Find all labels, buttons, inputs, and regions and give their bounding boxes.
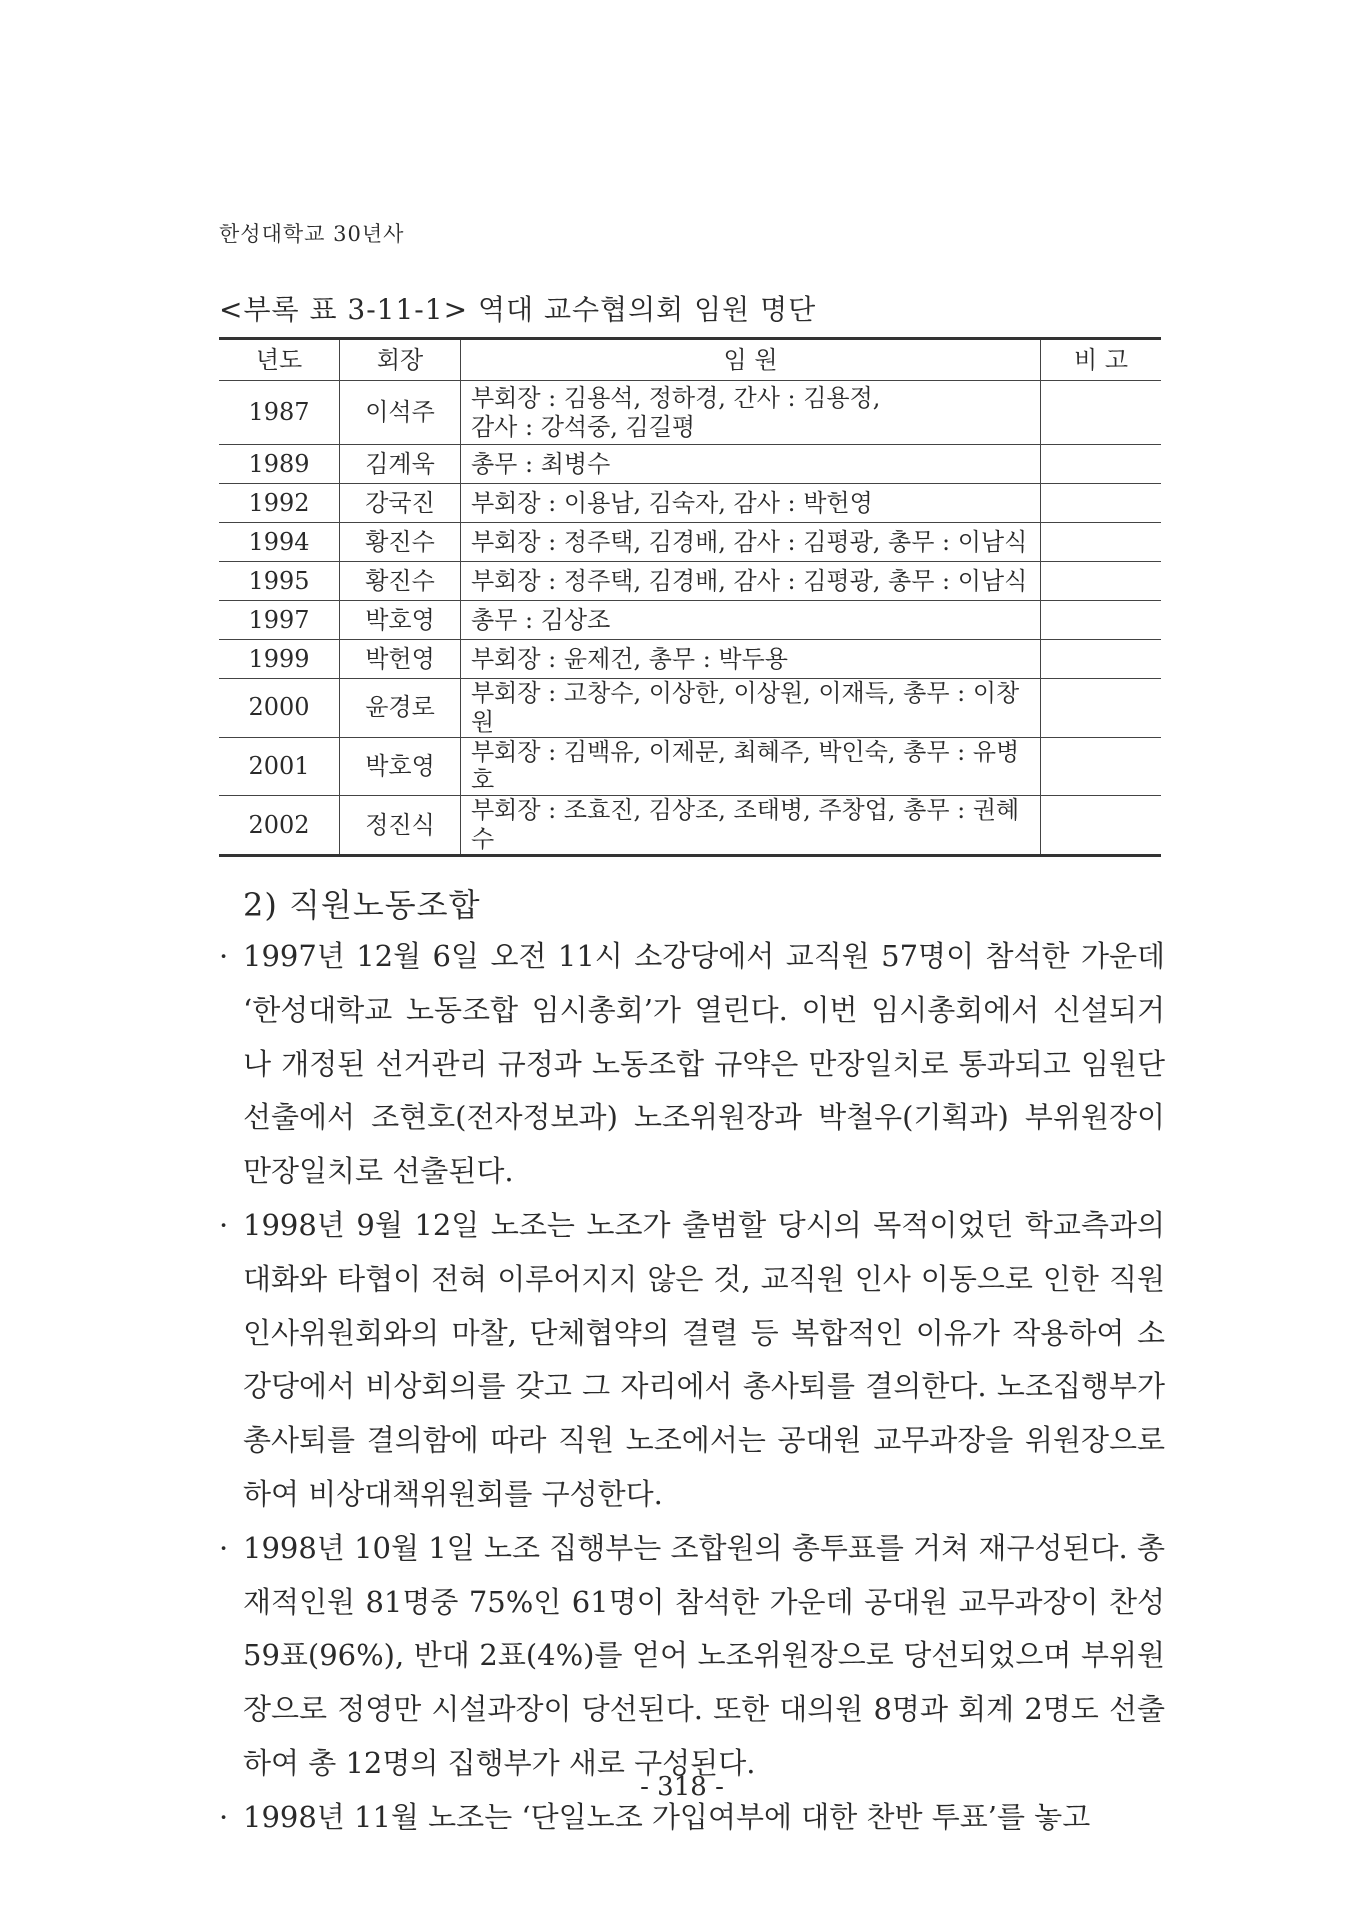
cell-remarks <box>1041 562 1162 601</box>
officers-table <box>219 337 1161 857</box>
bullet-mark: · <box>219 939 229 973</box>
cell-president: 김계욱 <box>340 445 461 484</box>
cell-officers: 총무 : 김상조 <box>461 601 1041 640</box>
cell-officers: 부회장 : 정주택, 김경배, 감사 : 김평광, 총무 : 이남식 <box>461 562 1041 601</box>
page-number: - 318 - <box>640 1772 724 1802</box>
cell-officers: 부회장 : 윤제건, 총무 : 박두용 <box>461 640 1041 679</box>
paragraph-text: 1998년 11월 노조는 ‘단일노조 가입여부에 대한 찬반 투표’를 놓고 <box>243 1799 1091 1834</box>
paragraph-text: 1998년 10월 1일 노조 집행부는 조합원의 총투표를 거쳐 재구성된다. 총 재적인원 81명중 75%인 61명이 참석한 가운데 공대원 교무과장이 찬성 59표(96%), 반대 2표(4%)를 얻어 노조위원장으로 당선되었으며 부위원장으로 정영만 시설과장이 당선된다. 또한 대의원 8명과 회계 2명도 선출하여 총 12명의 집행부가 새로 구성된다. <box>243 1530 1165 1780</box>
cell-president: 황진수 <box>340 562 461 601</box>
cell-president: 윤경로 <box>340 679 461 738</box>
cell-remarks <box>1041 640 1162 679</box>
cell-president: 박헌영 <box>340 640 461 679</box>
cell-year: 1999 <box>219 640 340 679</box>
cell-year: 2001 <box>219 737 340 796</box>
cell-year: 1994 <box>219 523 340 562</box>
cell-year: 1989 <box>219 445 340 484</box>
cell-remarks <box>1041 601 1162 640</box>
table-row <box>219 737 1161 796</box>
running-header: 한성대학교 30년사 <box>219 222 405 246</box>
table-caption: <부록 표 3-11-1> 역대 교수협의회 임원 명단 <box>219 293 817 326</box>
table-row <box>219 562 1161 601</box>
cell-remarks <box>1041 381 1162 445</box>
cell-remarks <box>1041 679 1162 738</box>
paragraph-text: 1998년 9월 12일 노조는 노조가 출범할 당시의 목적이었던 학교측과의 대화와 타협이 전혀 이루어지지 않은 것, 교직원 인사 이동으로 인한 직원인사위원회와의 마찰, 단체협약의 결렬 등 복합적인 이유가 작용하여 소강당에서 비상회의를 갖고 그 자리에서 총사퇴를 결의한다. 노조집행부가 총사퇴를 결의함에 따라 직원 노조에서는 공대원 교무과장을 위원장으로 하여 비상대책위원회를 구성한다. <box>243 1207 1165 1511</box>
cell-year: 1997 <box>219 601 340 640</box>
cell-president: 이석주 <box>340 381 461 445</box>
section-body <box>219 930 1165 1845</box>
cell-year: 2002 <box>219 796 340 856</box>
cell-remarks <box>1041 737 1162 796</box>
cell-remarks <box>1041 796 1162 856</box>
column-header-year: 년도 <box>219 339 340 381</box>
list-item <box>219 1199 1165 1522</box>
paragraph-text: 1997년 12월 6일 오전 11시 소강당에서 교직원 57명이 참석한 가운데 ‘한성대학교 노동조합 임시총회’가 열린다. 이번 임시총회에서 신설되거나 개정된 선거관리 규정과 노동조합 규약은 만장일치로 통과되고 임원단 선출에서 조현호(전자정보과) 노조위원장과 박철우(기획과) 부위원장이 만장일치로 선출된다. <box>243 939 1165 1189</box>
column-header-president: 회장 <box>340 339 461 381</box>
table-row <box>219 445 1161 484</box>
cell-officers: 부회장 : 정주택, 김경배, 감사 : 김평광, 총무 : 이남식 <box>461 523 1041 562</box>
cell-president: 박호영 <box>340 601 461 640</box>
list-item <box>219 1522 1165 1791</box>
table-row <box>219 679 1161 738</box>
table-row <box>219 796 1161 856</box>
cell-officers: 부회장 : 김백유, 이제문, 최혜주, 박인숙, 총무 : 유병호 <box>461 737 1041 796</box>
column-header-officers: 임 원 <box>461 339 1041 381</box>
cell-officers: 총무 : 최병수 <box>461 445 1041 484</box>
cell-officers: 부회장 : 조효진, 김상조, 조태병, 주창업, 총무 : 권혜수 <box>461 796 1041 856</box>
table-row <box>219 484 1161 523</box>
cell-officers: 부회장 : 이용남, 김숙자, 감사 : 박헌영 <box>461 484 1041 523</box>
table-row <box>219 381 1161 445</box>
cell-year: 2000 <box>219 679 340 738</box>
cell-year: 1987 <box>219 381 340 445</box>
cell-remarks <box>1041 445 1162 484</box>
cell-president: 정진식 <box>340 796 461 856</box>
cell-president: 황진수 <box>340 523 461 562</box>
table-row <box>219 523 1161 562</box>
cell-president: 강국진 <box>340 484 461 523</box>
cell-president: 박호영 <box>340 737 461 796</box>
table-row <box>219 601 1161 640</box>
list-item <box>219 930 1165 1199</box>
bullet-mark: · <box>219 1207 229 1242</box>
column-header-remarks: 비 고 <box>1041 339 1162 381</box>
table-row <box>219 640 1161 679</box>
cell-officers: 부회장 : 고창수, 이상한, 이상원, 이재득, 총무 : 이창원 <box>461 679 1041 738</box>
table-header-row <box>219 339 1161 381</box>
cell-officers: 부회장 : 김용석, 정하경, 간사 : 김용정, 감사 : 강석중, 김길평 <box>461 381 1041 445</box>
section-title: 2) 직원노동조합 <box>243 886 481 924</box>
cell-year: 1992 <box>219 484 340 523</box>
bullet-mark: · <box>219 1799 229 1834</box>
cell-remarks <box>1041 523 1162 562</box>
cell-year: 1995 <box>219 562 340 601</box>
cell-remarks <box>1041 484 1162 523</box>
bullet-mark: · <box>219 1530 229 1565</box>
